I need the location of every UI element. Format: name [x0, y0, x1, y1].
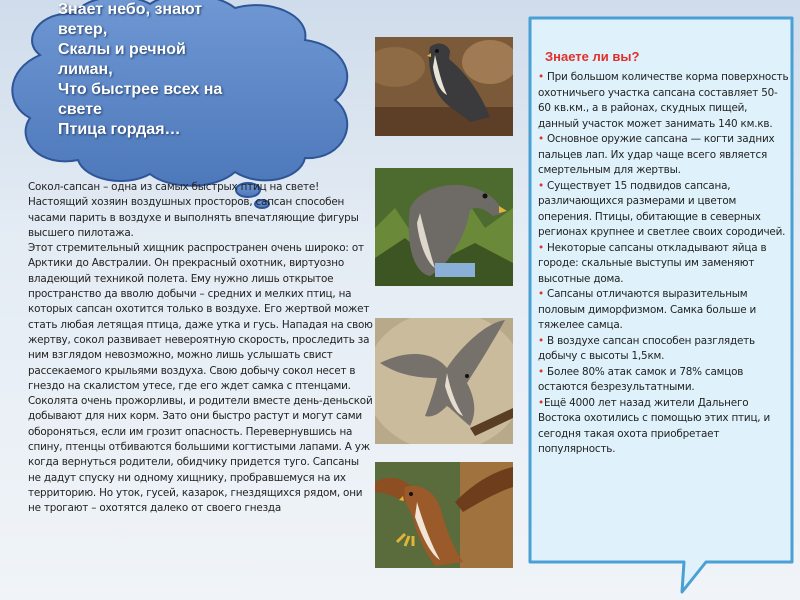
fact-text: При большом количестве корма поверхность охотничьего участка сапсана составляет 50-60 кв.км., а в районах, скудных пищей, данный участок может занимать 140 км.кв.	[538, 71, 789, 130]
poem-line: Птица гордая…	[58, 121, 181, 138]
bullet-icon: •	[538, 133, 544, 145]
bullet-icon: •	[538, 71, 544, 83]
fact-item	[538, 70, 790, 132]
fact-text: Существует 15 подвидов сапсана, различающихся размерами и цветом оперения. Птицы, обитающие в северных регионах крупнее и светлее своих сородичей.	[538, 179, 786, 238]
article-paragraph: Этот стремительный хищник распространен очень широко: от Арктики до Австралии. Он прекрасный охотник, виртуозно владеющий техникой полета. Ему нужно лишь открытое пространство да вволю добычи – средних и мелких птиц, на которых сапсан охотится только в воздухе. Его жертвой может стать любая летящая птица, даже утка и гусь. Нападая на свою жертву, сокол развивает невероятную скорость, проследить за ним взглядом невозможно, можно лишь услышать свист рассекаемого крыльями воздуха. Свою добычу сокол несет в гнездо на скалистом утесе, где его ждет самка с птенцами.	[28, 242, 373, 392]
bullet-icon: •	[538, 396, 544, 409]
poem-line: Что быстрее всех на	[58, 81, 223, 98]
article-paragraph: Сокол-сапсан – одна из самых быстрых птиц на свете! Настоящий хозяин воздушных просторов, сапсан способен часами парить в воздухе и выполнять впечатляющие фигуры высшего пилотажа.	[28, 181, 359, 239]
poem-line: лиман,	[58, 61, 113, 78]
article-paragraph: Соколята очень прожорливы, и родители вместе день-деньской добывают для них корм. Зато они быстро растут и могут сами обороняться, если им грозит опасность. Перевернувшись на спину, птенцы отбиваются большими когтистыми лапами. А уж когда вернуться родители, обидчику придется туго. Сапсаны не дадут спуску ни одному хищнику, пробравшемуся на их территорию. Но уток, гусей, казарок, гнездящихся рядом, они не трогают – охотятся далеко от своего гнезда	[28, 395, 373, 515]
fact-text: Более 80% атак самок и 78% самцов остаются безрезультатными.	[538, 365, 744, 393]
fact-item	[538, 365, 790, 396]
fact-text: Ещё 4000 лет назад жители Дальнего Востока охотились с помощью этих птиц, и сегодня такая охота приобретает популярность.	[538, 396, 771, 455]
fact-item	[538, 334, 790, 365]
poem-line: Знает небо, знают	[58, 1, 203, 18]
poem-line: Скалы и речной	[58, 41, 186, 58]
poem-line: свете	[58, 101, 102, 118]
bullet-icon: •	[538, 365, 544, 378]
bullet-icon: •	[538, 288, 544, 300]
bullet-icon: •	[538, 334, 544, 347]
fact-item	[538, 132, 790, 179]
bullet-icon: •	[538, 179, 544, 192]
fact-text: В воздухе сапсан способен разглядеть добычу с высоты 1,5км.	[538, 334, 755, 362]
fact-item	[538, 179, 790, 241]
fact-item	[538, 287, 790, 334]
poem-line: ветер,	[58, 21, 108, 38]
fact-item	[538, 396, 790, 458]
fact-text: Некоторые сапсаны откладывают яйца в городе: скальные выступы им заменяют высотные дома.	[538, 241, 767, 285]
fact-text: Основное оружие сапсана — когти задних пальцев лап. Их удар чаще всего является смертельным для жертвы.	[538, 133, 775, 176]
fact-text: Сапсаны отличаются выразительным половым диморфизмом. Самка больше и тяжелее самца.	[538, 288, 757, 331]
bullet-icon: •	[538, 241, 544, 254]
callout-title: Знаете ли вы?	[545, 49, 640, 64]
callout-facts	[538, 70, 790, 458]
fact-item	[538, 241, 790, 288]
